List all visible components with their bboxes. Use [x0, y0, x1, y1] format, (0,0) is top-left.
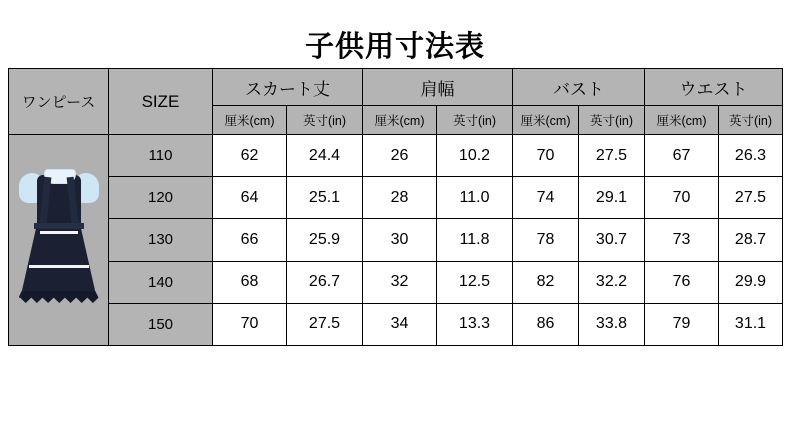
cell-shoulder-cm: 30 [363, 219, 437, 261]
header-unit-skirt-cm: 厘米(cm) [213, 106, 287, 135]
cell-bust-in: 29.1 [579, 177, 645, 219]
cell-shoulder-in: 10.2 [437, 135, 513, 177]
cell-skirt-in: 25.9 [287, 219, 363, 261]
cell-waist-in: 27.5 [719, 177, 783, 219]
cell-waist-in: 28.7 [719, 219, 783, 261]
header-unit-skirt-in: 英寸(in) [287, 106, 363, 135]
header-unit-waist-in: 英寸(in) [719, 106, 783, 135]
table-row [9, 219, 783, 261]
cell-skirt-cm: 68 [213, 261, 287, 303]
cell-waist-cm: 76 [645, 261, 719, 303]
cell-shoulder-cm: 28 [363, 177, 437, 219]
header-size-label: SIZE [109, 69, 213, 135]
cell-shoulder-in: 13.3 [437, 303, 513, 345]
product-image-cell [9, 135, 109, 346]
cell-bust-in: 32.2 [579, 261, 645, 303]
cell-shoulder-cm: 26 [363, 135, 437, 177]
header-measure-waist: ウエスト [645, 69, 783, 106]
row-size: 120 [109, 177, 213, 219]
cell-shoulder-in: 12.5 [437, 261, 513, 303]
header-measure-bust: バスト [513, 69, 645, 106]
cell-skirt-in: 27.5 [287, 303, 363, 345]
cell-bust-in: 33.8 [579, 303, 645, 345]
cell-bust-in: 30.7 [579, 219, 645, 261]
waistband-shape [34, 223, 84, 229]
cell-waist-cm: 70 [645, 177, 719, 219]
cell-bust-in: 27.5 [579, 135, 645, 177]
cell-skirt-in: 26.7 [287, 261, 363, 303]
cell-bust-cm: 70 [513, 135, 579, 177]
size-table [8, 68, 783, 346]
header-unit-bust-cm: 厘米(cm) [513, 106, 579, 135]
cell-waist-cm: 73 [645, 219, 719, 261]
header-unit-shoulder-cm: 厘米(cm) [363, 106, 437, 135]
cell-waist-in: 29.9 [719, 261, 783, 303]
cell-shoulder-in: 11.8 [437, 219, 513, 261]
hem-trim-line [29, 265, 89, 268]
cell-waist-cm: 67 [645, 135, 719, 177]
table-header-row-group [9, 69, 783, 106]
cell-skirt-in: 25.1 [287, 177, 363, 219]
cell-shoulder-cm: 34 [363, 303, 437, 345]
cell-bust-cm: 82 [513, 261, 579, 303]
table-row [9, 261, 783, 303]
cell-skirt-cm: 70 [213, 303, 287, 345]
waist-trim-line [40, 231, 78, 234]
cell-skirt-cm: 62 [213, 135, 287, 177]
row-size: 150 [109, 303, 213, 345]
cell-bust-cm: 78 [513, 219, 579, 261]
cell-bust-cm: 74 [513, 177, 579, 219]
page-title: 子供用寸法表 [304, 31, 485, 63]
cell-waist-in: 26.3 [719, 135, 783, 177]
row-size: 130 [109, 219, 213, 261]
header-unit-bust-in: 英寸(in) [579, 106, 645, 135]
table-row [9, 303, 783, 345]
cell-skirt-in: 24.4 [287, 135, 363, 177]
cell-shoulder-cm: 32 [363, 261, 437, 303]
header-unit-waist-cm: 厘米(cm) [645, 106, 719, 135]
hem-ruffle-shape [19, 291, 99, 303]
header-unit-shoulder-in: 英寸(in) [437, 106, 513, 135]
table-row [9, 177, 783, 219]
cell-waist-in: 31.1 [719, 303, 783, 345]
skirt-shape [21, 223, 97, 297]
header-measure-skirt-length: スカート丈 [213, 69, 363, 106]
header-onepiece-label: ワンピース [9, 69, 109, 135]
table-row [9, 135, 783, 177]
cell-shoulder-in: 11.0 [437, 177, 513, 219]
cell-skirt-cm: 66 [213, 219, 287, 261]
row-size: 140 [109, 261, 213, 303]
row-size: 110 [109, 135, 213, 177]
cell-bust-cm: 86 [513, 303, 579, 345]
cell-skirt-cm: 64 [213, 177, 287, 219]
cell-waist-cm: 79 [645, 303, 719, 345]
dress-illustration [9, 135, 108, 345]
header-measure-shoulder: 肩幅 [363, 69, 513, 106]
